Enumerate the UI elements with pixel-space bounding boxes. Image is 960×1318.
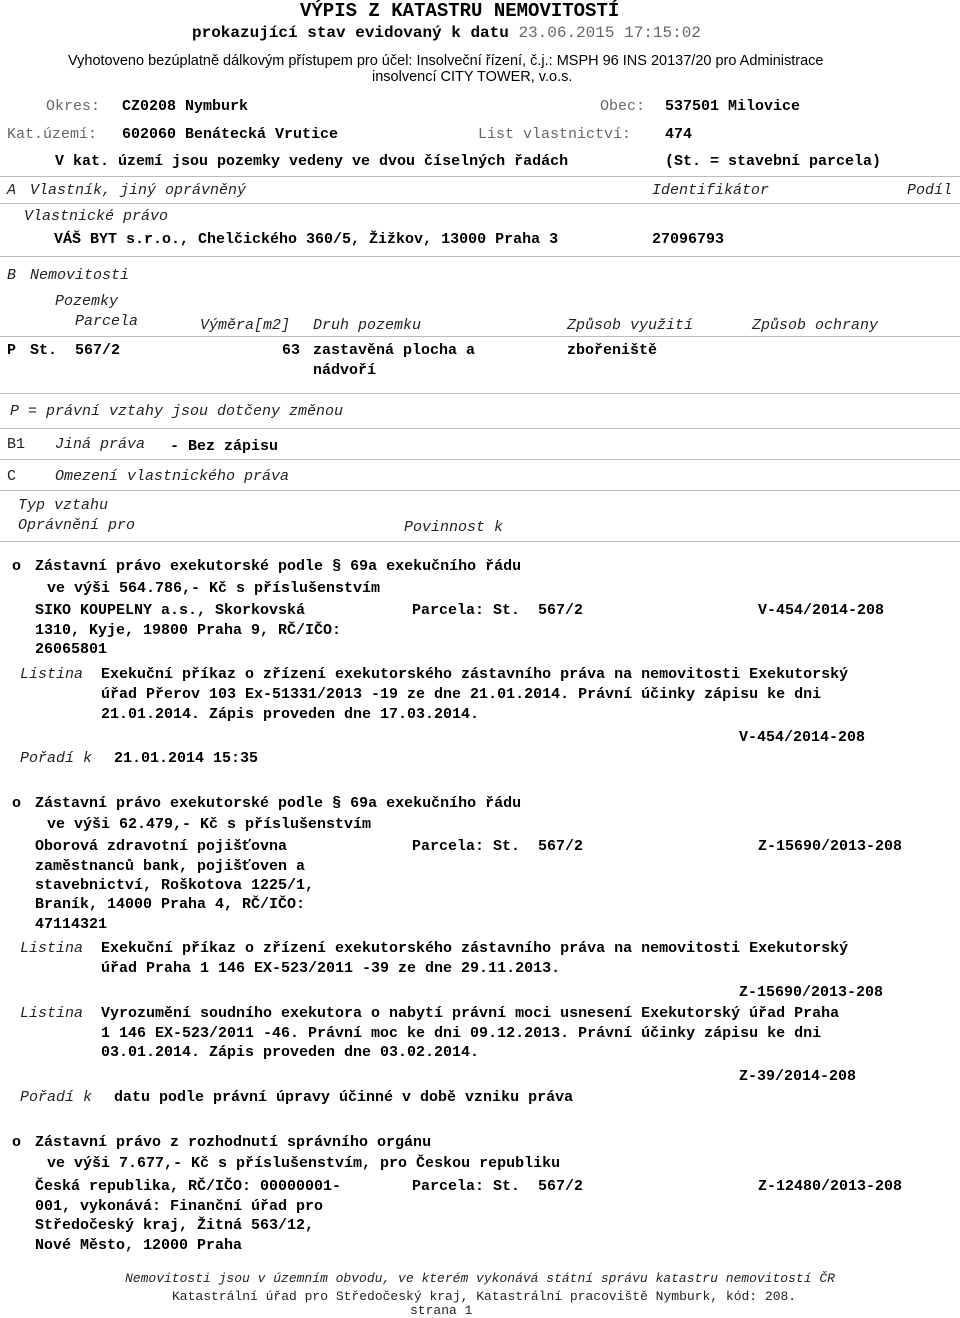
entry2-listina2-1: Vyrozumění soudního exekutora o nabytí právní moci usnesení Exekutorský úřad Praha [101,1005,840,1022]
divider [0,256,960,257]
entry1-listina-2: úřad Přerov 103 Ex-51331/2013 -19 ze dne 21.01.2014. Právní účinky zápisu ke dni [101,686,822,703]
page-title: VÝPIS Z KATASTRU NEMOVITOSTÍ [300,0,620,22]
entry2-creditor-3: stavebnictví, Roškotova 1225/1, [35,877,315,894]
okres-value: CZ0208 Nymburk [122,98,249,115]
okres-label: Okres: [46,98,101,115]
divider [0,336,960,337]
entry3-creditor-3: Středočeský kraj, Žitná 563/12, [35,1217,315,1234]
lv-label: List vlastnictví: [478,126,632,143]
entry2-creditor-5: 47114321 [35,916,108,933]
col-identifikator: Identifikátor [652,182,770,199]
entry1-creditor-1: SIKO KOUPELNY a.s., Skorkovská [35,602,306,619]
section-a-title: Vlastník, jiný oprávněný [30,182,247,199]
col-vymera: Výměra[m2] [200,317,291,334]
col-typ-vztahu: Typ vztahu [18,497,109,514]
owner-id: 27096793 [652,231,725,248]
entry2-creditor-2: zaměstnanců bank, pojišťoven a [35,858,306,875]
divider [0,203,960,204]
owner-name: VÁŠ BYT s.r.o., Chelčického 360/5, Žižkov, 13000 Praha 3 [54,231,559,248]
col-zpusob-vyuziti: Způsob využití [567,317,694,334]
bullet: o [12,1134,22,1151]
entry3-ref: Z-12480/2013-208 [758,1178,903,1195]
entry1-creditor-2: 1310, Kyje, 19800 Praha 9, RČ/IČO: [35,622,342,639]
entry2-listina2-3: 03.01.2014. Zápis proveden dne 03.02.2014. [101,1044,480,1061]
series-note: V kat. území jsou pozemky vedeny ve dvou číselných řadách [55,153,569,170]
st-note: (St. = stavební parcela) [665,153,882,170]
entry2-creditor-1: Oborová zdravotní pojišťovna [35,838,288,855]
col-podil: Podíl [907,182,953,199]
entry1-amount: ve výši 564.786,- Kč s příslušenstvím [47,580,381,597]
entry1-ref: V-454/2014-208 [758,602,885,619]
entry2-listina2-2: 1 146 EX-523/2011 -46. Právní moc ke dni 09.12.2013. Právní účinky zápisu ke dni [101,1025,822,1042]
row-vymera: 63 [282,342,301,359]
row-zpusob: zbořeniště [567,342,658,359]
divider [0,459,960,460]
entry1-parcela: Parcela: St. 567/2 [412,602,584,619]
pozemky-label: Pozemky [55,293,119,310]
listina-label: Listina [20,940,84,957]
entry3-creditor-2: 001, vykonává: Finanční úřad pro [35,1198,324,1215]
col-parcela: Parcela [75,313,139,330]
section-b-title: Nemovitosti [30,267,130,284]
entry1-creditor-3: 26065801 [35,641,108,658]
entry2-listina2-ref: Z-39/2014-208 [739,1068,857,1085]
divider [0,393,960,394]
obec-label: Obec: [600,98,646,115]
entry2-listina1-ref: Z-15690/2013-208 [739,984,884,1001]
purpose-line-1: Vyhotoveno bezúplatně dálkovým přístupem pro účel: Insolveční řízení, č.j.: MSPH 96 INS 20137/20 pro Administrace [68,53,824,69]
poradi-label: Pořadí k [20,750,93,767]
subtitle-date: 23.06.2015 17:15:02 [518,24,701,42]
entry1-title: Zástavní právo exekutorské podle § 69a exekučního řádu [35,558,522,575]
entry2-amount: ve výši 62.479,- Kč s příslušenstvím [47,816,372,833]
section-b1-title: Jiná práva [55,436,146,453]
row-parcela: St. 567/2 [30,342,121,359]
listina-label: Listina [20,1005,84,1022]
divider [0,428,960,429]
section-a-letter: A [7,182,17,199]
entry1-listina-1: Exekuční příkaz o zřízení exekutorského zástavního práva na nemovitosti Exekutorský [101,666,849,683]
bullet: o [12,795,22,812]
listina-label: Listina [20,666,84,683]
entry3-creditor-1: Česká republika, RČ/IČO: 00000001- [35,1178,342,1195]
section-c-letter: C [7,468,17,485]
lv-value: 474 [665,126,693,143]
col-povinnost: Povinnost k [404,519,504,536]
row-druh-1: zastavěná plocha a [313,342,476,359]
entry1-listina-3: 21.01.2014. Zápis proveden dne 17.03.2014. [101,706,480,723]
entry2-poradi: datu podle právní úpravy účinné v době vzniku práva [114,1089,574,1106]
entry3-creditor-4: Nové Město, 12000 Praha [35,1237,243,1254]
obec-value: 537501 Milovice [665,98,801,115]
purpose-line-2: insolvencí CITY TOWER, v.o.s. [372,69,573,85]
entry2-listina1-1: Exekuční příkaz o zřízení exekutorského zástavního práva na nemovitosti Exekutorský [101,940,849,957]
footer-line-2: Katastrální úřad pro Středočeský kraj, Katastrální pracoviště Nymburk, kód: 208. [172,1289,797,1304]
col-opravneni: Oprávnění pro [18,517,136,534]
section-c-title: Omezení vlastnického práva [55,468,290,485]
entry1-listina-ref: V-454/2014-208 [739,729,866,746]
entry2-title: Zástavní právo exekutorské podle § 69a exekučního řádu [35,795,522,812]
section-b-letter: B [7,267,17,284]
row-druh-2: nádvoří [313,362,377,379]
footer-line-1: Nemovitosti jsou v územním obvodu, ve kterém vykonává státní správu katastru nemovitostí ČR [125,1271,835,1286]
p-footnote: P = právní vztahy jsou dotčeny změnou [10,403,344,420]
entry1-poradi: 21.01.2014 15:35 [114,750,259,767]
entry2-creditor-4: Braník, 14000 Praha 4, RČ/IČO: [35,896,306,913]
section-b1-value: - Bez zápisu [170,438,279,455]
vlastnicke-pravo-label: Vlastnické právo [24,208,169,225]
kat-uzemi-value: 602060 Benátecká Vrutice [122,126,339,143]
entry3-title: Zástavní právo z rozhodnutí správního orgánu [35,1134,432,1151]
col-zpusob-ochrany: Způsob ochrany [752,317,879,334]
entry3-parcela: Parcela: St. 567/2 [412,1178,584,1195]
col-druh: Druh pozemku [313,317,422,334]
divider [0,490,960,491]
kat-uzemi-label: Kat.území: [7,126,98,143]
divider [0,176,960,177]
page-number: strana 1 [410,1303,473,1318]
entry3-amount: ve výši 7.677,- Kč s příslušenstvím, pro Českou republiku [47,1155,561,1172]
section-b1-letter: B1 [7,436,26,453]
row-flag: P [7,342,17,359]
bullet: o [12,558,22,575]
entry2-listina1-2: úřad Praha 1 146 EX-523/2011 -39 ze dne 29.11.2013. [101,960,561,977]
page-subtitle [192,24,701,42]
entry2-parcela: Parcela: St. 567/2 [412,838,584,855]
subtitle-prefix: prokazující stav evidovaný k datu [192,24,509,42]
poradi-label: Pořadí k [20,1089,93,1106]
entry2-ref: Z-15690/2013-208 [758,838,903,855]
divider [0,541,960,542]
